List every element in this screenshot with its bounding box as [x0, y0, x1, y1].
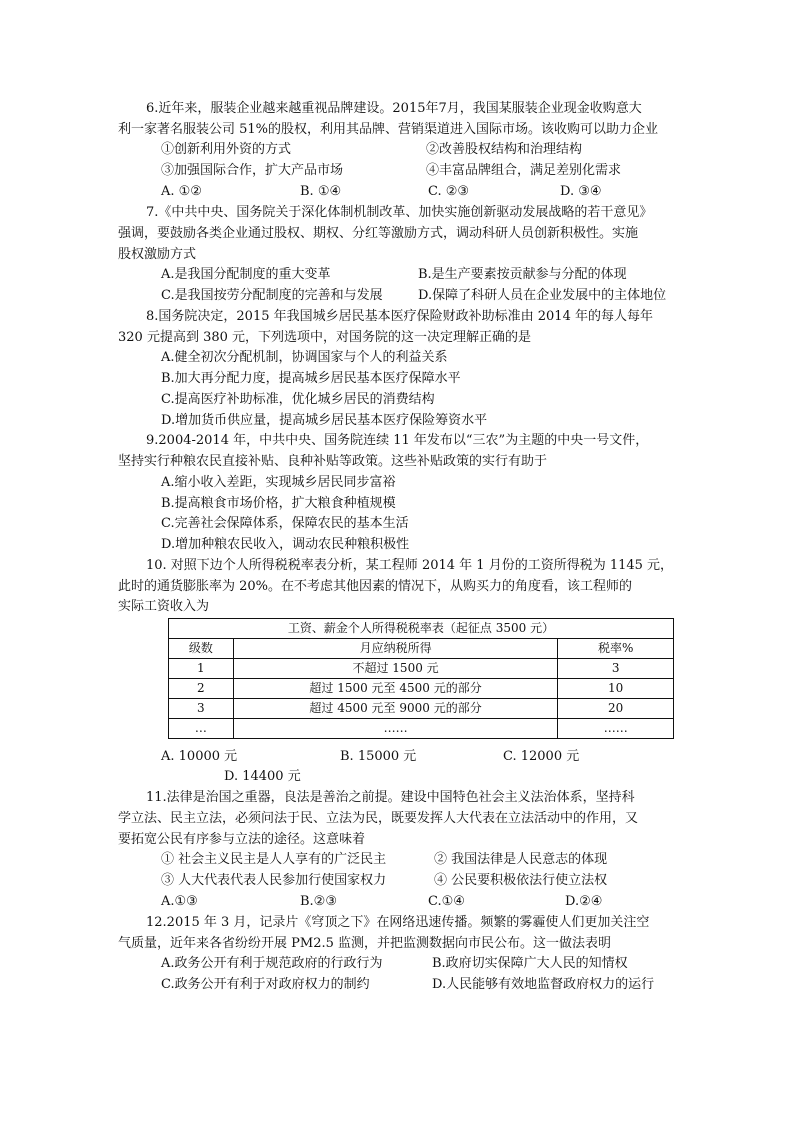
q12-option-d: D.人民能够有效地监督政府权力的运行: [432, 977, 655, 992]
cell-level: 1: [169, 659, 234, 679]
tax-rate-table: [168, 618, 674, 739]
cell-rate: 20: [558, 699, 674, 719]
q7-option-d: D.保障了科研人员在企业发展中的主体地位: [418, 288, 667, 303]
q6-statement-3: ③加强国际合作，扩大产品市场: [161, 163, 344, 178]
cell-level: 3: [169, 699, 234, 719]
q7-option-a: A.是我国分配制度的重大变革: [161, 267, 331, 282]
q12-stem-line2: 气质量，近年来各省纷纷开展 PM2.5 监测，并把监测数据向市民公布。这一做法表明: [118, 936, 611, 951]
q11-statement-3: ③ 人大代表代表人民参加行使国家权力: [161, 873, 387, 888]
q9-option-d: D.增加种粮农民收入，调动农民种粮积极性: [161, 537, 410, 552]
q10-option-a: A. 10000 元: [161, 749, 238, 764]
q11-statement-1: ① 社会主义民主是人人享有的广泛民主: [161, 852, 387, 867]
q12-option-b: B.政府切实保障广大人民的知情权: [432, 956, 628, 971]
q11-stem-line1: 11.法律是治国之重器，良法是善治之前提。建设中国特色社会主义法治体系，坚持科: [146, 790, 635, 805]
cell-rate: 3: [558, 659, 674, 679]
q11-statement-2: ② 我国法律是人民意志的体现: [434, 852, 608, 867]
q6-option-a: A. ①②: [161, 184, 202, 199]
q11-statement-4: ④ 公民要积极依法行使立法权: [434, 873, 608, 888]
q8-stem-line1: 8.国务院决定，2015 年我国城乡居民基本医疗保险财政补助标准由 2014 年的每人每年: [146, 309, 653, 324]
header-income: 月应纳税所得: [233, 639, 558, 659]
q6-statement-2: ②改善股权结构和治理结构: [426, 142, 583, 157]
q8-option-c: C.提高医疗补助标准，优化城乡居民的消费结构: [161, 392, 435, 407]
q10-stem-line3: 实际工资收入为: [118, 599, 210, 614]
q12-option-c: C.政务公开有利于对政府权力的制约: [161, 977, 370, 992]
header-level: 级数: [169, 639, 234, 659]
table-row: [169, 719, 674, 739]
header-rate: 税率%: [558, 639, 674, 659]
table-row: [169, 679, 674, 699]
q6-stem-line2: 利一家著名服装公司 51%的股权，利用其品牌、营销渠道进入国际市场。该收购可以助力企业: [118, 122, 659, 137]
q8-stem-line2: 320 元提高到 380 元，下列选项中，对国务院的这一决定理解正确的是: [118, 330, 532, 345]
q11-stem-line2: 学立法、民主立法，必须问法于民、立法为民，既要发挥人大代表在立法活动中的作用，又: [118, 811, 639, 826]
q11-option-d: D.②④: [565, 894, 603, 909]
q11-option-b: B.②③: [300, 894, 337, 909]
q11-option-c: C.①④: [428, 894, 465, 909]
q6-option-d: D. ③④: [560, 184, 602, 199]
table-row: [169, 659, 674, 679]
q10-option-d: D. 14400 元: [224, 769, 301, 784]
q10-stem-line2: 此时的通货膨胀率为 20%。在不考虑其他因素的情况下，从购买力的角度看，该工程师的: [118, 579, 633, 594]
table-header-row: [169, 639, 674, 659]
q11-option-a: A.①③: [161, 894, 198, 909]
cell-level: …: [169, 719, 234, 739]
q8-option-a: A.健全初次分配机制，协调国家与个人的利益关系: [161, 350, 448, 365]
cell-income: 超过 1500 元至 4500 元的部分: [233, 679, 558, 699]
cell-rate: 10: [558, 679, 674, 699]
cell-level: 2: [169, 679, 234, 699]
q12-option-a: A.政务公开有利于规范政府的行政行为: [161, 956, 383, 971]
q9-stem-line2: 坚持实行种粮农民直接补贴、良种补贴等政策。这些补贴政策的实行有助于: [118, 454, 548, 469]
q6-statement-4: ④丰富品牌组合，满足差别化需求: [426, 163, 622, 178]
q9-stem-line1: 9.2004-2014 年，中共中央、国务院连续 11 年发布以“三农”为主题的中央一号文件，: [146, 433, 649, 448]
q8-option-b: B.加大再分配力度，提高城乡居民基本医疗保障水平: [161, 371, 461, 386]
q7-stem-line3: 股权激励方式: [118, 247, 197, 262]
q7-option-c: C.是我国按劳分配制度的完善和与发展: [161, 288, 383, 303]
cell-income: 不超过 1500 元: [233, 659, 558, 679]
q6-option-c: C. ②③: [428, 184, 470, 199]
q6-stem-line1: 6.近年来，服装企业越来越重视品牌建设。2015年7月，我国某服装企业现金收购意大: [146, 101, 642, 116]
cell-income: 超过 4500 元至 9000 元的部分: [233, 699, 558, 719]
q12-stem-line1: 12.2015 年 3 月，记录片《穹顶之下》在网络迅速传播。频繁的雾霾使人们更加关注空: [146, 915, 650, 930]
q7-stem-line2: 强调，要鼓励各类企业通过股权、期权、分红等激励方式，调动科研人员创新积极性。实施: [118, 226, 639, 241]
q7-option-b: B.是生产要素按贡献参与分配的体现: [418, 267, 627, 282]
q8-option-d: D.增加货币供应量，提高城乡居民基本医疗保险筹资水平: [161, 413, 488, 428]
q9-option-a: A.缩小收入差距，实现城乡居民同步富裕: [161, 475, 396, 490]
cell-income: ……: [233, 719, 558, 739]
table-row: [169, 699, 674, 719]
q6-statement-1: ①创新利用外资的方式: [161, 142, 292, 157]
q10-stem-line1: 10. 对照下边个人所得税税率表分析，某工程师 2014 年 1 月份的工资所得税为 1145 元，: [146, 558, 674, 573]
q6-option-b: B. ①④: [300, 184, 342, 199]
q10-option-c: C. 12000 元: [503, 749, 580, 764]
q7-stem-line1: 7.《中共中央、国务院关于深化体制机制改革、加快实施创新驱动发展战略的若干意见》: [146, 205, 653, 220]
q10-option-b: B. 15000 元: [340, 749, 417, 764]
table-title: 工资、薪金个人所得税税率表（起征点 3500 元）: [169, 619, 674, 639]
cell-rate: ……: [558, 719, 674, 739]
q9-option-b: B.提高粮食市场价格，扩大粮食种植规模: [161, 496, 396, 511]
q11-stem-line3: 要拓宽公民有序参与立法的途径。这意味着: [118, 832, 366, 847]
q9-option-c: C.完善社会保障体系，保障农民的基本生活: [161, 516, 409, 531]
table-title-row: [169, 619, 674, 639]
